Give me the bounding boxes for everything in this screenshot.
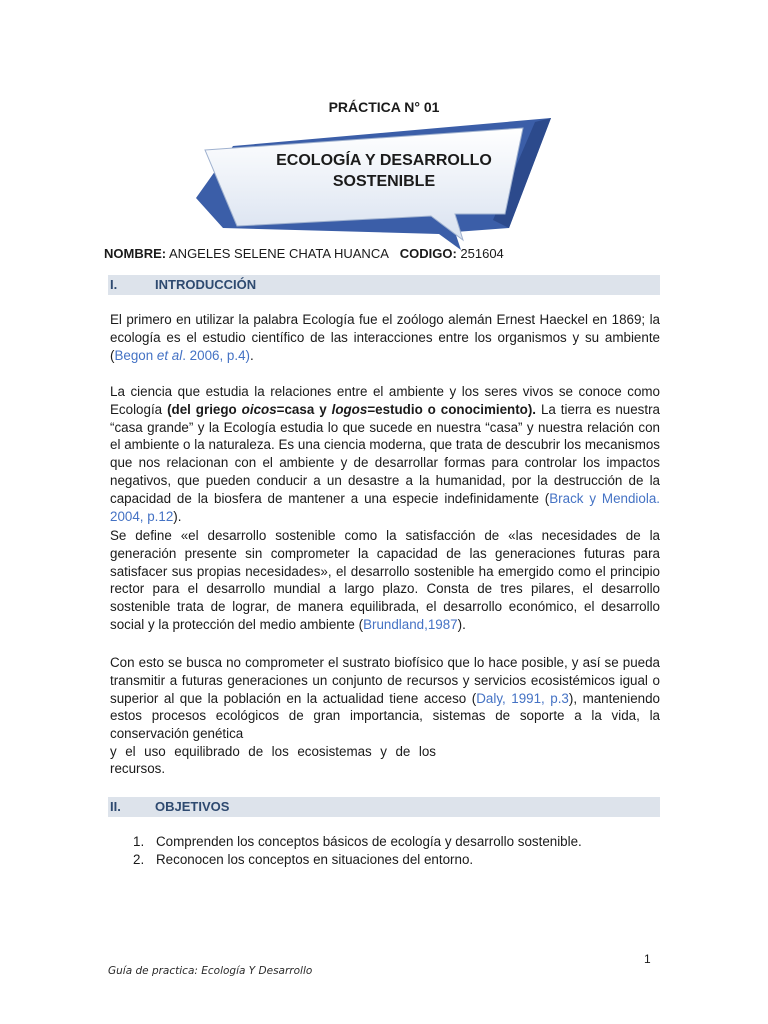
name-label: NOMBRE:	[104, 246, 167, 261]
intro-paragraph-4-line-b: recursos.	[110, 761, 166, 776]
paragraph-text: El primero en utilizar la palabra Ecología fue el zoólogo alemán Ernest Haeckel en 1869; la ecología es el estudio científico de las interacciones entre los organismos y su ambiente (	[110, 312, 660, 363]
banner-title	[252, 150, 516, 192]
list-item	[133, 851, 582, 869]
list-text: Comprenden los conceptos básicos de ecología y desarrollo sostenible.	[156, 834, 582, 849]
citation-brack: Brack y Mendiola. 2004, p.12	[110, 490, 660, 524]
intro-paragraph-4	[110, 654, 660, 743]
section-number: II.	[110, 799, 121, 814]
student-info-line	[104, 246, 504, 261]
paragraph-tail: ), manteniendo estos procesos ecológicos de gran importancia, sistemas de soporte a la vida, la conservación genética	[110, 690, 661, 742]
paragraph-tail: ).	[457, 616, 466, 632]
citation-brundland: Brundland,1987	[363, 616, 458, 632]
paragraph-tail: ).	[173, 508, 182, 524]
list-text: Reconocen los conceptos en situaciones del entorno.	[156, 851, 474, 867]
intro-paragraph-3	[110, 527, 660, 634]
section-header-objetivos	[108, 797, 660, 817]
section-label: INTRODUCCIÓN	[155, 277, 257, 292]
code-value: 251604	[460, 246, 504, 261]
objectives-list	[133, 833, 582, 869]
paragraph-text: La tierra es nuestra “casa grande” y la Ecología estudia lo que sucede en nuestra “casa” y nuestra relación con el ambiente o la naturaleza. Es una ciencia moderna, que trata de descubrir los mecanismos que nos relacionan con el ambiente y de desarrollar formas para controlar los impactos negativos, que pueden conducir a un desastre a la humanidad, por la destrucción de la capacidad de la biosfera de mantener a una especie indefinidamente (	[110, 401, 660, 506]
list-item	[133, 833, 582, 851]
section-number: I.	[110, 277, 118, 292]
code-label: CODIGO:	[399, 246, 457, 261]
banner-title-line-1: ECOLOGÍA Y DESARROLLO	[276, 152, 492, 169]
name-value: ANGELES SELENE CHATA HUANCA	[169, 246, 389, 261]
list-number: 2.	[133, 851, 145, 867]
footer-caption: Guía de practica: Ecología Y Desarrollo	[108, 965, 313, 977]
page-number: 1	[644, 952, 651, 966]
banner-title-line-2: SOSTENIBLE	[332, 173, 436, 190]
citation-begon: Begon et al. 2006, p.4)	[114, 347, 250, 363]
paragraph-text: Con esto se busca no comprometer el sustrato biofísico que lo hace posible, y así se pueda transmitir a futuras generaciones un conjunto de recursos y servicios ecosistémicos igual o superior al que la población en la actualidad tiene acceso (	[110, 655, 660, 706]
paragraph-text: Se define «el desarrollo sostenible como la satisfacción de «las necesidades de la generación presente sin comprometer la capacidad de las generaciones futuras para satisfacer sus propias necesidades», el desarrollo sostenible ha emergido como el principio rector para el desarrollo mundial a largo plazo. Consta de tres pilares, el desarrollo sostenible trata de lograr, de manera equilibrada, el desarrollo económico, el desarrollo social y la protección del medio ambiente (	[110, 528, 660, 632]
paragraph-text: La ciencia que estudia la relaciones entre el ambiente y los seres vivos se conoce como Ecología	[110, 384, 660, 417]
citation-daly: Daly, 1991, p.3	[476, 690, 569, 706]
page-title: PRÁCTICA N° 01	[328, 99, 440, 115]
paragraph-tail: .	[249, 347, 254, 363]
intro-paragraph-1	[110, 311, 660, 364]
etymology-bold: (del griego oicos=casa y logos=estudio o conocimiento).	[167, 401, 537, 417]
section-label: OBJETIVOS	[155, 799, 230, 814]
list-number: 1.	[133, 834, 145, 849]
intro-paragraph-4-line-a: y el uso equilibrado de los ecosistemas y de los	[110, 744, 436, 759]
intro-paragraph-2	[110, 383, 660, 525]
section-header-introduccion	[108, 275, 660, 295]
